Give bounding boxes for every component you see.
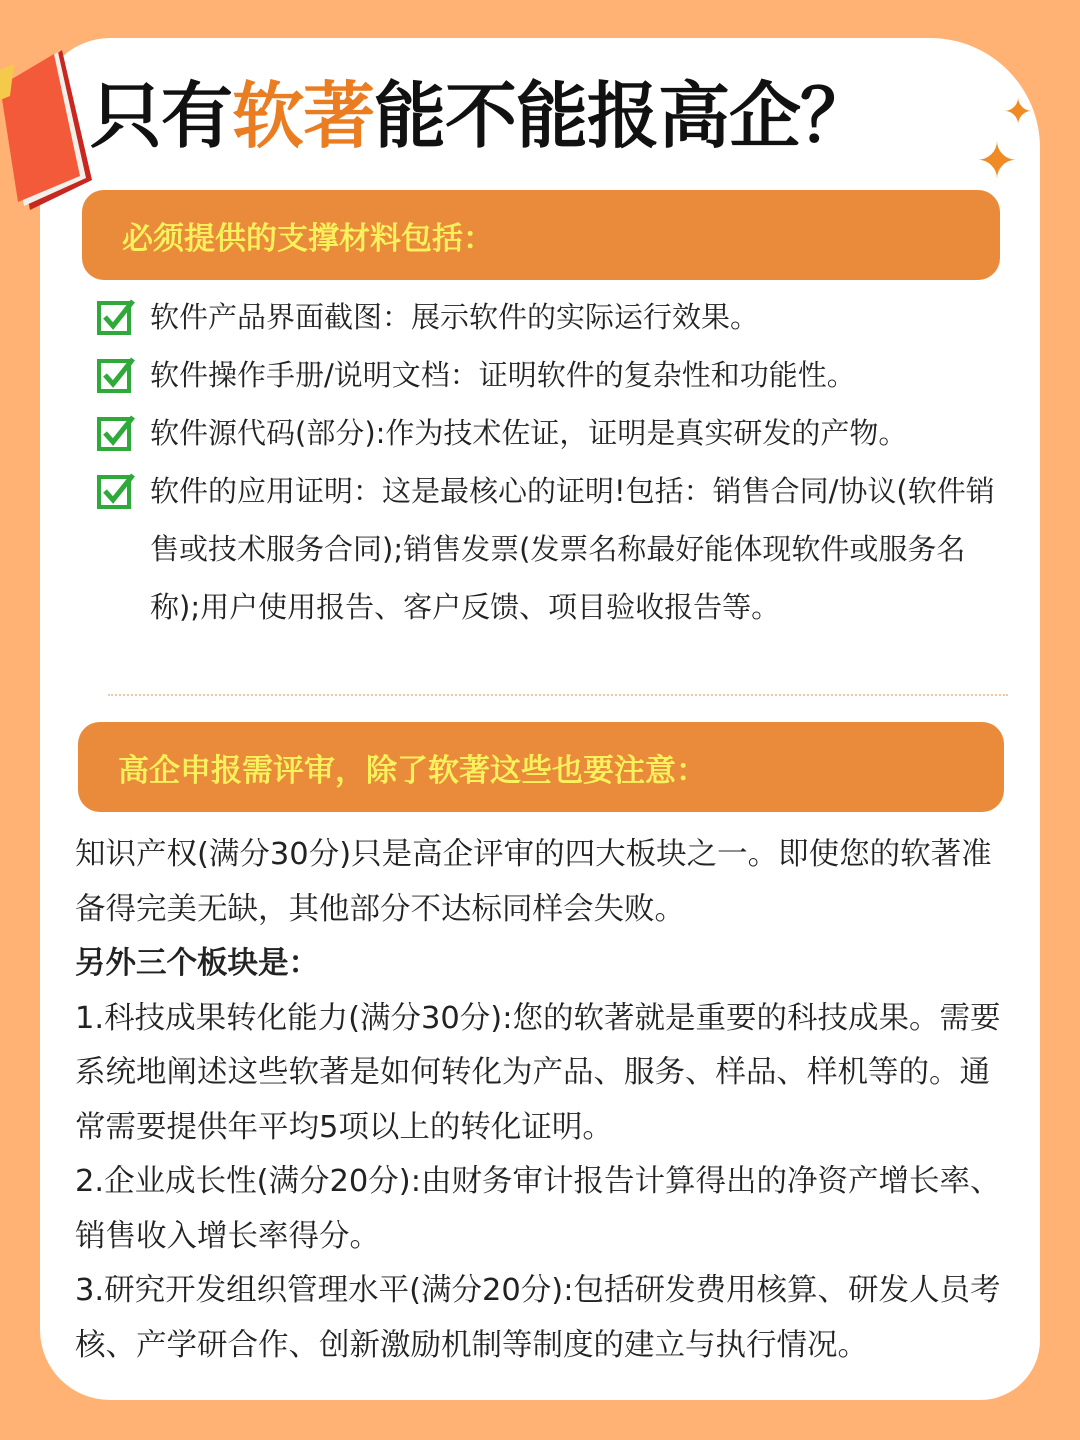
section2-heading: 高企申报需评审，除了软著这些也要注意： [118, 752, 707, 789]
title-part2: 能不能报高企？ [374, 74, 872, 158]
checkbox-checked-icon [96, 471, 136, 511]
checkbox-checked-icon [96, 413, 136, 453]
list-item [96, 462, 996, 636]
dotted-divider [108, 694, 1008, 696]
point-text: 3.研究开发组织管理水平(满分20分):包括研发费用核算、研发人员考核、产学研合作、创新激励机制等制度的建立与执行情况。 [75, 1273, 1001, 1363]
title-highlight: 软著 [232, 74, 375, 158]
item-text: 软件操作手册/说明文档：证明软件的复杂性和功能性。 [150, 358, 856, 392]
section1-banner [82, 190, 1000, 280]
sparkle-icon: ✦ [1003, 92, 1034, 133]
subheading: 另外三个板块是： [75, 946, 319, 981]
checkbox-checked-icon [96, 297, 136, 337]
title-part1: 只有 [90, 74, 233, 158]
checkbox-checked-icon [96, 355, 136, 395]
list-item [96, 346, 996, 404]
list-item [96, 404, 996, 462]
item-text: 软件的应用证明：这是最核心的证明!包括：销售合同/协议(软件销售或技术服务合同);销售发票(发票名称最好能体现软件或服务名称);用户使用报告、客户反馈、项目验收报告等。 [150, 474, 995, 624]
checklist [96, 288, 996, 636]
item-text: 软件产品界面截图：展示软件的实际运行效果。 [150, 300, 760, 334]
point-text: 1.科技成果转化能力(满分30分):您的软著就是重要的科技成果。需要系统地阐述这些软著是如何转化为产品、服务、样品、样机等的。通常需要提供年平均5项以上的转化证明。 [75, 1000, 1001, 1145]
page-title [90, 68, 1010, 164]
intro-text: 知识产权(满分30分)只是高企评审的四大板块之一。即使您的软著准备得完美无缺，其他部分不达标同样会失败。 [75, 837, 992, 927]
point-text: 2.企业成长性(满分20分):由财务审计报告计算得出的净资产增长率、销售收入增长率得分。 [75, 1164, 1001, 1254]
section2-banner [78, 722, 1004, 812]
section2-body [75, 828, 1010, 1373]
item-text: 软件源代码(部分):作为技术佐证，证明是真实研发的产物。 [150, 416, 908, 450]
list-item [96, 288, 996, 346]
book-icon [0, 50, 95, 210]
section1-heading: 必须提供的支撑材料包括： [122, 220, 494, 257]
sparkle-icon: ✦ [976, 132, 1018, 190]
